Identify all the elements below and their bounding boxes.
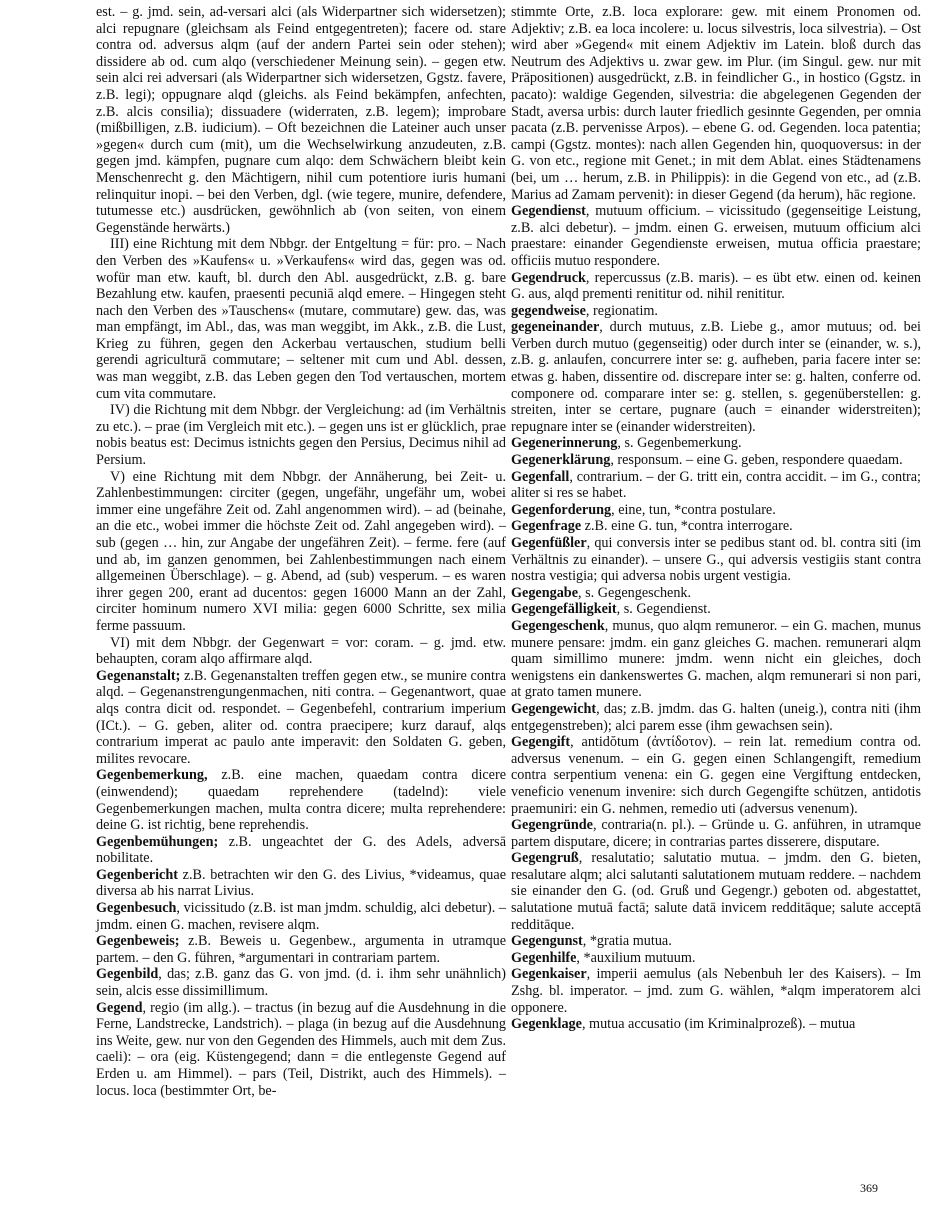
dictionary-entry: [511, 701, 921, 734]
headword: Gegengruß: [511, 850, 579, 867]
headword: Gegengift: [511, 734, 571, 751]
dictionary-entry: [511, 319, 921, 435]
entry-continuation: [511, 4, 921, 203]
entry-text: , imperii aemulus (als Nebenbuh ler des Kaisers). – Im Zshg. bl. imperator. – jmd. zum G. wählen, *alqm imperatorem alci opponere.: [511, 966, 921, 1016]
headword: Gegengabe: [511, 584, 578, 601]
headword: Gegenhilfe: [511, 949, 577, 966]
headword: Gegendienst: [511, 203, 586, 220]
entry-text: , mutua accusatio (im Kriminalprozeß). – mutua: [581, 1016, 856, 1033]
headword: gegeneinander: [511, 319, 600, 336]
headword: Gegenbeweis;: [96, 933, 180, 950]
headword: Gegenforderung: [511, 501, 612, 518]
headword: Gegenklage: [511, 1016, 582, 1033]
dictionary-entry: [96, 867, 506, 900]
dictionary-entry: [96, 668, 506, 768]
entry-text: III) eine Richtung mit dem Nbbgr. der Entgeltung = für: pro. – Nach den Verben des »Kaufens« u. »Verkaufens« wird das, gegen was od. wofür man etw. kauft, bl. durch den Abl. ausgedrückt, z.B. g. bare Bezahlung etw. kaufen, praesenti pecuniā alqd emere. – Hingegen steht nach den Verben des »Tauschens« (mutare, commutare) gew. das, was man empfängt, im Abl., das, was man weggibt, im Akk., z.B. die Lust, Krieg zu führen, gegen den Ackerbau vertauschen, studium belli gerendi agriculturā commutare; – seltener mit cum und Abl. dessen, was man weggibt, z.B. das Leben gegen den Tod vertauschen, mortem cum vita commutare.: [96, 236, 506, 402]
dictionary-entry: [96, 966, 506, 999]
entry-text: , regio (im allg.). – tractus (in bezug auf die Ausdehnung in die Ferne, Landstrecke, Landstrich). – plaga (in bezug auf die Ausdehnung ins Weite, gew. nur von den Gegenden des Himmels, auch mit dem Zus. caeli): – ora (eig. Küstengegend; dann = die entlegenste Gegend auf Erden u. am Himmel). – pars (Teil, Distrikt, auch des Himmels). – locus. loca (bestimmter Ort, be-: [96, 999, 506, 1099]
entry-text: stimmte Orte, z.B. loca explorare: gew. mit einem Pronomen od. Adjektiv; z.B. ea loca incolere: u. locus silvestris, loca silvestria). – Ost wird aber »Gegend« mit einem Adjektiv im Latein. bloß durch das Neutrum des Adjektivs u. zwar gew. im Plur. (im Singul. gew. nur mit Präpositionen) ausgedrückt, z.B. in feindlicher G., in hostico (Ggstz. in pacato): waldige Gegenden, silvestria: die abgelegenen Gegenden der Stadt, aversa urbis: durch lauter friedlich gesinnte Gegenden, per omnia pacata (z.B. pervenisse Arpos). – ebene G. od. Gegenden. loca patentia; campi (Ggstz. montes): nach allen Gegenden hin, quoquoversus: in der G. von etc., regione mit Genet.; in mit dem Ablat. eines Städtenamens (bei, um … herum, z.B. in Philippis): in die Gegend von etc., ad (z.B. Marius ad Zamam pervenit): in dieser Gegend (da herum), hāc regione.: [511, 4, 921, 203]
entry-continuation: [96, 4, 506, 236]
right-column: [511, 4, 921, 1033]
entry-text: , *auxilium mutuum.: [576, 949, 696, 966]
entry-section: [96, 469, 506, 635]
dictionary-entry: [511, 452, 921, 469]
headword: Gegenkaiser: [511, 966, 587, 983]
headword: Gegenbericht: [96, 866, 178, 883]
dictionary-entry: [511, 469, 921, 502]
entry-text: , resalutatio; salutatio mutua. – jmdm. den G. bieten, resalutare alqm; alci salutanti salutationem mutuam reddere. – nachdem sie einander den G. (od. Gruß und Gegengr.) geboten od. abgestattet, salutatione mutuā factā; salute datā invicem redditāque; salute acceptā redditāque.: [511, 850, 921, 933]
dictionary-entry: [511, 933, 921, 950]
entry-text: , s. Gegenbemerkung.: [617, 435, 742, 452]
headword: Gegenanstalt;: [96, 667, 181, 684]
entry-text: , antidŏtum (ἀντίδοτον). – rein lat. remedium contra od. adversus venenum. – ein G. gegen einen Schlangengift, remedium contra serpentium venena: ein G. gegen eine Vergiftung entdecken, veneficio venenum invenire: sich durch Gegengifte schützen, antidotis praemuniri: ein G. nehmen, remedio uti (adversus venenum).: [511, 734, 921, 817]
entry-text: , eine, tun, *contra postulare.: [611, 501, 776, 518]
headword: Gegenbemerkung,: [96, 767, 208, 784]
entry-text: , contraria(n. pl.). – Gründe u. G. anführen, in utramque partem disputare, dicere; in contrarias partes disserere, disputare.: [511, 817, 921, 850]
dictionary-entry: [511, 817, 921, 850]
headword: Gegengeschenk: [511, 617, 605, 634]
dictionary-entry: [511, 850, 921, 933]
dictionary-entry: [511, 734, 921, 817]
dictionary-entry: [511, 585, 921, 602]
dictionary-entry: [511, 618, 921, 701]
headword: Gegendruck: [511, 269, 586, 286]
entry-text: , repercussus (z.B. maris). – es übt etw. einen od. keinen G. aus, alqd prementi renititur od. nihil renititur.: [511, 269, 921, 303]
entry-section: [96, 236, 506, 402]
entry-text: , das; z.B. jmdm. das G. halten (uneig.), contra niti (ihm entgegenstreben); alci parem esse (ihm gewachsen sein).: [511, 700, 921, 734]
entry-text: , vicissitudo (z.B. ist man jmdm. schuldig, alci debetur). – jmdm. einen G. machen, revisere alqm.: [96, 900, 506, 933]
entry-text: , *gratia mutua.: [582, 933, 672, 950]
dictionary-entry: [96, 834, 506, 867]
entry-text: z.B. betrachten wir den G. des Livius, *videamus, quae diversa ab his narrat Livius.: [96, 866, 506, 900]
dictionary-entry: [96, 767, 506, 833]
headword: Gegengewicht: [511, 700, 597, 717]
entry-text: , responsum. – eine G. geben, respondere quaedam.: [610, 452, 903, 469]
dictionary-entry: [511, 203, 921, 269]
dictionary-entry: [511, 435, 921, 452]
dictionary-entry: [511, 601, 921, 618]
dictionary-entry: [511, 518, 921, 535]
dictionary-entry: [511, 950, 921, 967]
left-column: [96, 4, 506, 1099]
entry-text: VI) mit dem Nbbgr. der Gegenwart = vor: coram. – g. jmd. etw. behaupten, coram alqo affirmare alqd.: [96, 634, 506, 668]
entry-text: , s. Gegengeschenk.: [578, 584, 692, 601]
dictionary-entry: [96, 900, 506, 933]
entry-text: , contrarium. – der G. tritt ein, contra accidit. – im G., contra; aliter si res se habet.: [511, 468, 921, 502]
headword: Gegenerklärung: [511, 452, 611, 469]
headword: Gegend: [96, 999, 143, 1016]
entry-text: , mutuum officium. – vicissitudo (gegenseitige Leistung, z.B. alci debetur). – jmdm. einen G. erweisen, mutuum officium alci praestare: einander Gegendienste erweisen, mutua officia praestare; officiis mutuo respondere.: [511, 203, 921, 269]
dictionary-entry: [511, 1016, 921, 1033]
headword: Gegenbesuch: [96, 900, 177, 917]
entry-text: , s. Gegendienst.: [616, 601, 711, 618]
dictionary-entry: [511, 535, 921, 585]
headword: Gegenfrage: [511, 518, 582, 535]
entry-text: , qui conversis inter se pedibus stant od. bl. contra siti (im Verhältnis zu einander). – unsere G., qui adversis vestigiis stant contra nostra vestigia; qui adversa nobis urgent vestigia.: [511, 535, 921, 585]
headword: Gegengunst: [511, 933, 583, 950]
entry-text: , durch mutuus, z.B. Liebe g., amor mutuus; od. bei Verben durch mutuo (gegenseitig) oder durch inter se (einander, w. s.), z.B. g. anlaufen, concurrere inter se: g. aufheben, paria facere inter se: etwas g. haben, dissentire od. discrepare inter se: g. halten, conferre od. componere od. comparare inter se: g. stellen, s. gegenüberstellen: g. streiten, inter se certare, pugnare (auch = einander widerstreiten); repugnare inter se (einander widerstreiten).: [511, 319, 921, 435]
dictionary-entry: [511, 303, 921, 320]
entry-section: [96, 402, 506, 468]
entry-text: est. – g. jmd. sein, ad-versari alci (als Widerpartner sich widersetzen); alci repugnare (gleichsam als Feind entgegentreten); facere od. stare contra od. adversus alqm (auf der andern Partei sein oder stehen); dissidere ab od. cum alqo (verschiedener Meinung sein). – gegen etw. sein alci rei adversari (als Widerpartner sich widersetzen, Ggstz. favere, z.B. legi); oppugnare alqd (gleichs. als Feind bekämpfen, anfechten, z.B. alcis consilia); dissuadere (widerraten, z.B. legem); improbare (mißbilligen, z.B. iudicium). – Oft bezeichnen die Lateiner auch unser »gegen« durch cum (mit), um die Wechselwirkung anzudeuten, z.B. gegen jmd. kämpfen, pugnare cum alqo: dem Schwächern bleibt kein Menschenrecht g. den Mächtigern, nihil cum potentiore iuris humani relinquitur inopi. – bei den Verben, dgl. (wie tegere, munire, defendere, tutumesse etc.) ausdrücken, gewöhnlich ab (von seiten, von einem Gegenstände herwärts.): [96, 4, 506, 236]
entry-section: [96, 635, 506, 668]
entry-text: V) eine Richtung mit dem Nbbgr. der Annäherung, bei Zeit- u. Zahlenbestimmungen: circiter (gegen, ungefähr, ungefähr um, wobei immer eine ungefähre Zeit od. Zahl angenommen wird). – ad (beinahe, an die etc., wobei immer die höchste Zeit od. Zahl angegeben wird). – sub (gegen … hin, zur Angabe der ungefähren Zeit). – ferme. fere (auf und ab, im ganzen genommen, bei Zahlenbestimmungen nach einem allgemeinen Überschlage). – g. Abend, ad (sub) vesperum. – es waren ihrer gegen 200, erant ad ducentos: gegen 16000 Mann an der Zahl, circiter hominum numero XVI milia: gegen 6000 Schritte, sex milia ferme passuum.: [96, 468, 506, 634]
entry-text: z.B. eine machen, quaedam contra dicere (einwendend); quaedam reprehendere (tadelnd): viele Gegenbemerkungen machen, multa contra dicere; multa reprehendere: deine G. ist richtig, bene reprehendis.: [96, 767, 506, 834]
entry-text: , regionatim.: [585, 302, 658, 319]
headword: Gegenbild: [96, 966, 159, 983]
entry-text: z.B. ungeachtet der G. des Adels, adversā nobilitate.: [96, 833, 506, 867]
headword: gegendweise: [511, 302, 586, 319]
entry-text: , munus, quo alqm remuneror. – ein G. machen, munus munere pensare: jmdm. ein ganz gleiches G. machen. remunerari alqm quam simillimo munere: jmdm. wenn nicht ein gleiches, doch wenigstens ein dankenswertes G. machen, alqm remunerari si non pari, at grato tamen munere.: [511, 617, 921, 701]
dictionary-entry: [96, 933, 506, 966]
entry-text: IV) die Richtung mit dem Nbbgr. der Vergleichung: ad (im Verhältnis zu etc.). – prae (im Vergleich mit etc.). – gegen uns ist er glücklich, prae nobis beatus est: Decimus istnichts gegen den Persius, Decimus nihil ad Persium.: [96, 402, 506, 469]
page-number: 369: [860, 1181, 878, 1195]
headword: Gegengefälligkeit: [511, 601, 617, 618]
headword: Gegenfall: [511, 468, 570, 485]
entry-text: z.B. eine G. tun, *contra interrogare.: [581, 518, 793, 535]
dictionary-entry: [511, 966, 921, 1016]
headword: Gegengründe: [511, 817, 593, 834]
dictionary-entry: [511, 270, 921, 303]
dictionary-entry: [511, 502, 921, 519]
headword: Gegenerinnerung: [511, 435, 618, 452]
dictionary-entry: [96, 1000, 506, 1100]
entry-text: , das; z.B. ganz das G. von jmd. (d. i. ihm sehr unähnlich) sein, alcis esse dissimillimum.: [96, 966, 506, 1000]
headword: Gegenfüßler: [511, 535, 587, 551]
headword: Gegenbemühungen;: [96, 833, 219, 850]
entry-text: z.B. Beweis u. Gegenbew., argumenta in utramque partem. – den G. führen, *argumentari in contrariam partem.: [96, 933, 506, 966]
entry-text: z.B. Gegenanstalten treffen gegen etw., se munire contra alqd. – Gegenanstrengungenmachen, niti contra. – Gegenantwort, quae alqs contra dicit od. respondet. – Gegenbefehl, contrarium imperium (ICt.). – G. geben, aliter od. contra praecipere; kurz darauf, alqs contrarium imperat ac paulo ante imperavit: den Soldaten G. geben, milites revocare.: [96, 667, 506, 767]
